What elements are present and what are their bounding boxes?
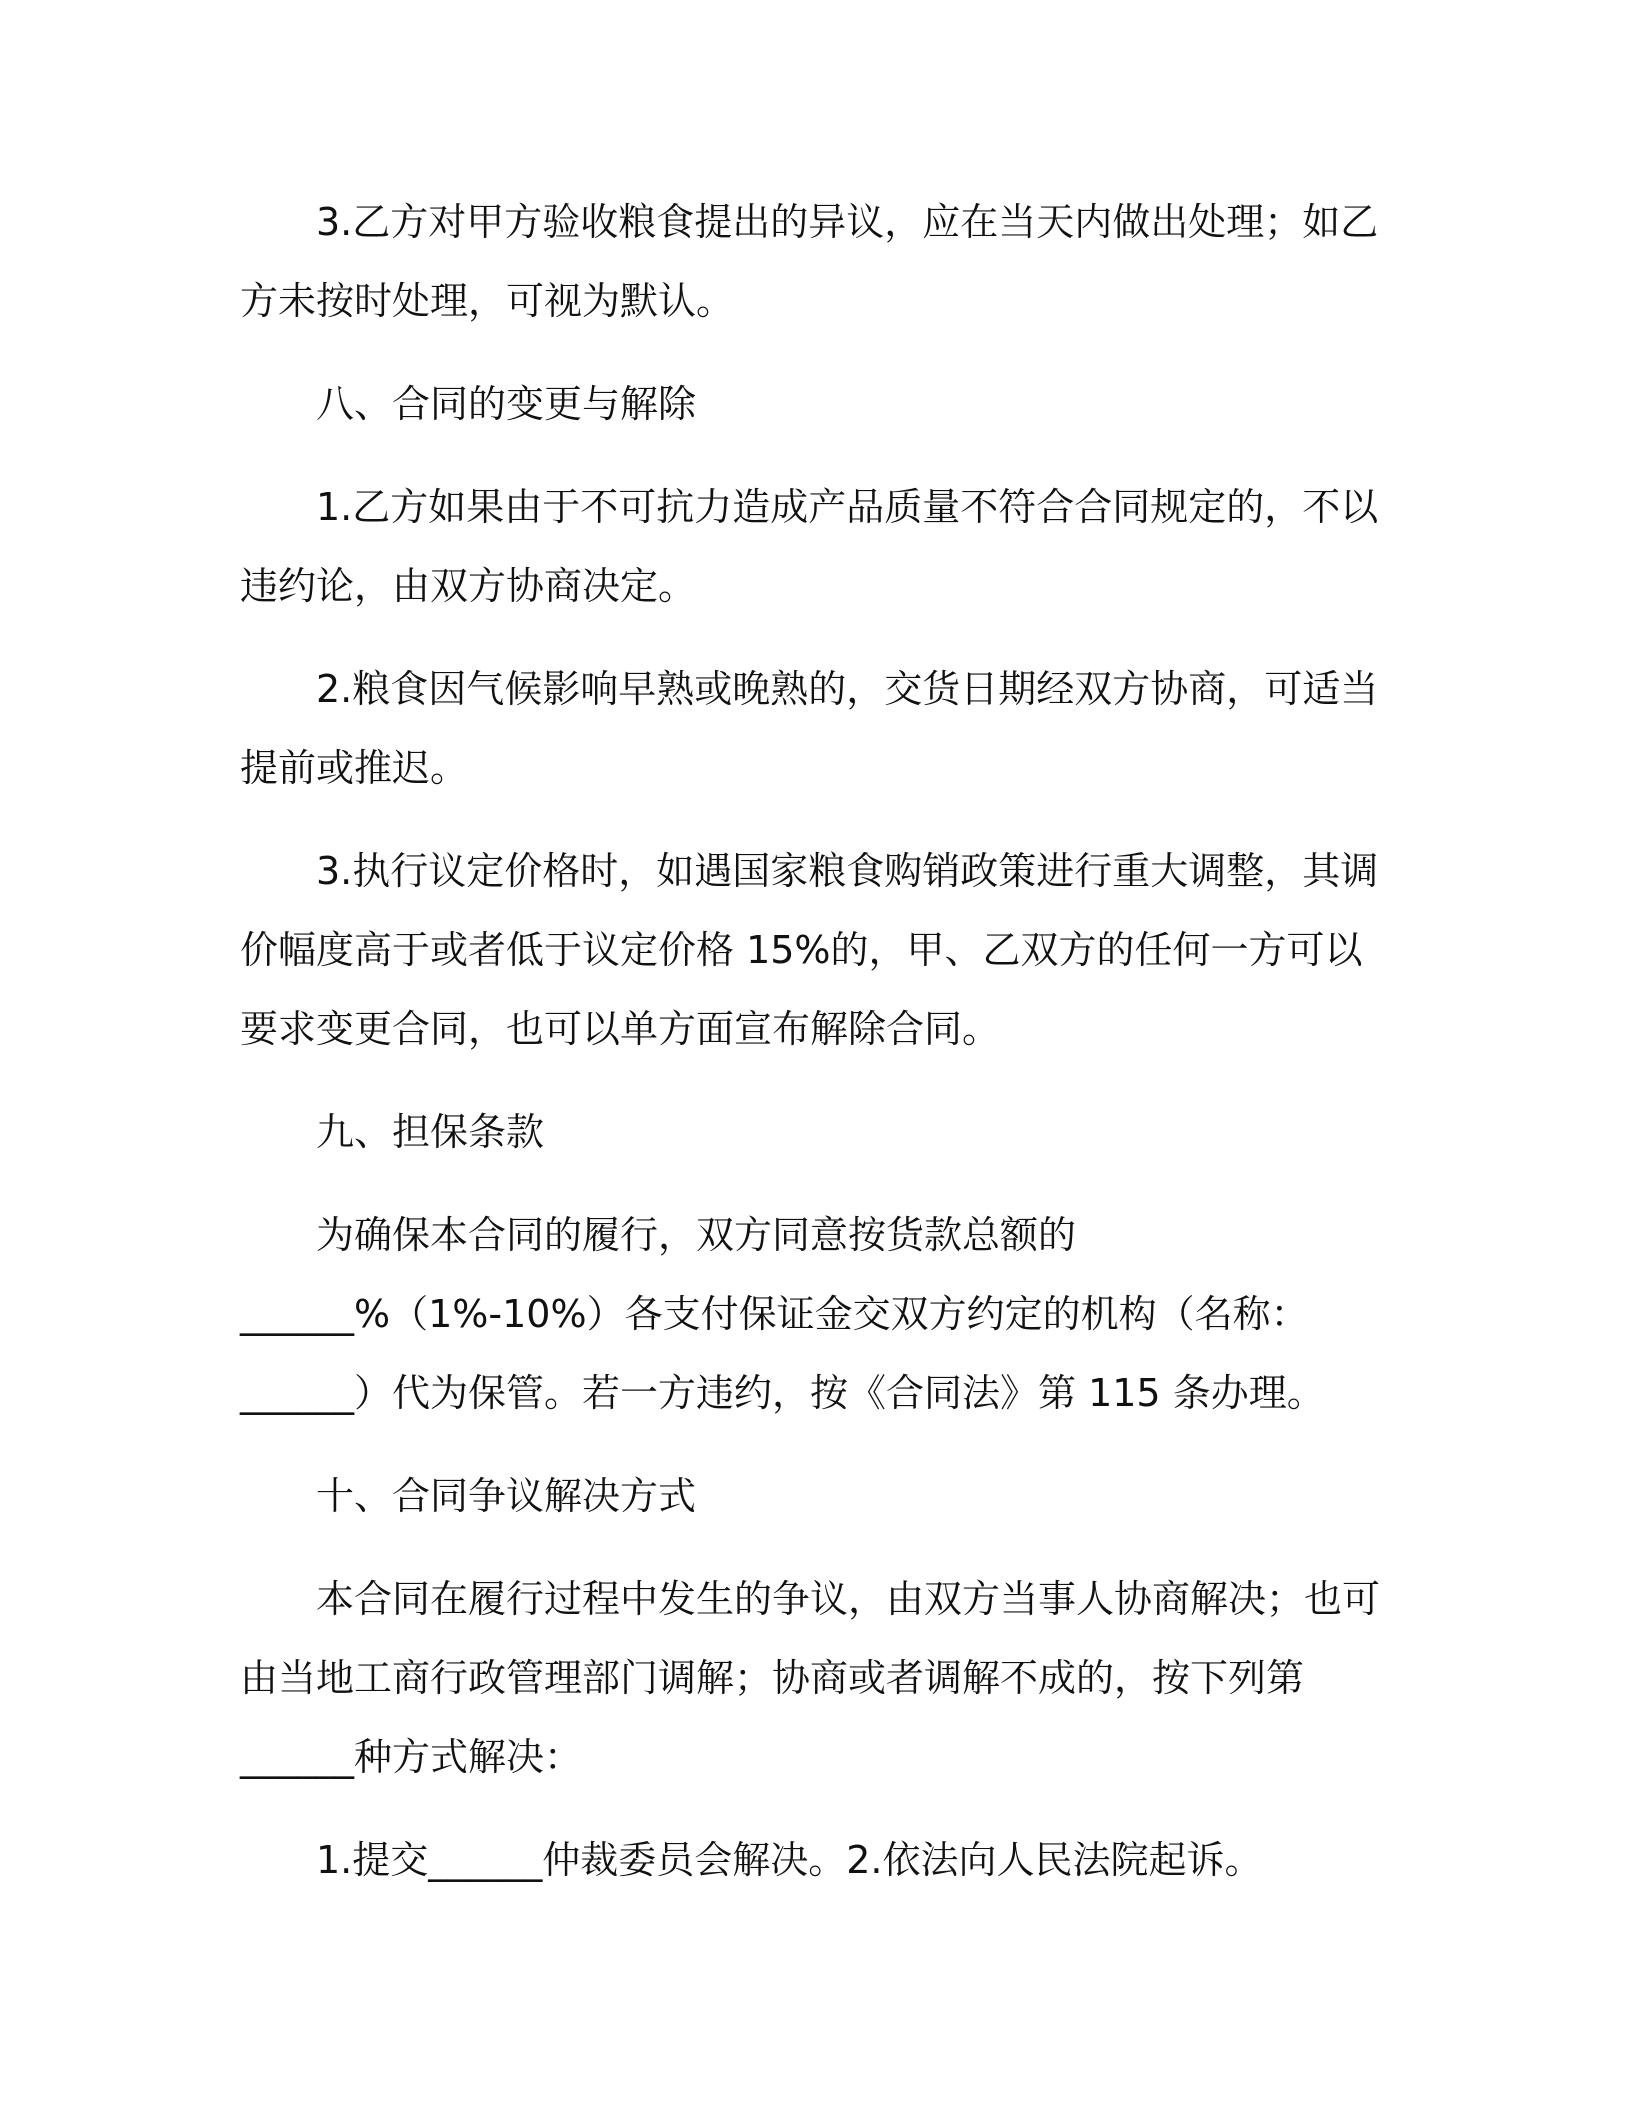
section-heading-guarantee: 九、担保条款: [316, 1110, 545, 1154]
paragraph-dispute-process: 本合同在履行过程中发生的争议，由双方当事人协商解决；也可由当地工商行政管理部门调解；协商或者调解不成的，按下列第______种方式解决：: [240, 1577, 1381, 1779]
paragraph-force-majeure: 1.乙方如果由于不可抗力造成产品质量不符合合同规定的，不以违约论，由双方协商决定。: [240, 485, 1379, 608]
paragraph-guarantee-deposit: 为确保本合同的履行，双方同意按货款总额的______%（1%-10%）各支付保证金交双方约定的机构（名称：______）代为保管。若一方违约，按《合同法》第 115 条办理。: [240, 1213, 1325, 1415]
paragraph-dispute-options: 1.提交______仲裁委员会解决。2.依法向人民法院起诉。: [316, 1838, 1263, 1882]
paragraph-objection-handling: 3.乙方对甲方验收粮食提出的异议，应在当天内做出处理；如乙方未按时处理，可视为默认。: [240, 200, 1379, 323]
section-heading-contract-change: 八、合同的变更与解除: [316, 382, 697, 426]
paragraph-price-adjustment: 3.执行议定价格时，如遇国家粮食购销政策进行重大调整，其调价幅度高于或者低于议定价格 15%的，甲、乙双方的任何一方可以要求变更合同，也可以单方面宣布解除合同。: [240, 849, 1379, 1051]
section-heading-dispute-resolution: 十、合同争议解决方式: [316, 1474, 697, 1518]
paragraph-delivery-date-adjustment: 2.粮食因气候影响早熟或晚熟的，交货日期经双方协商，可适当提前或推迟。: [240, 667, 1379, 790]
document-body: [240, 183, 1380, 1924]
